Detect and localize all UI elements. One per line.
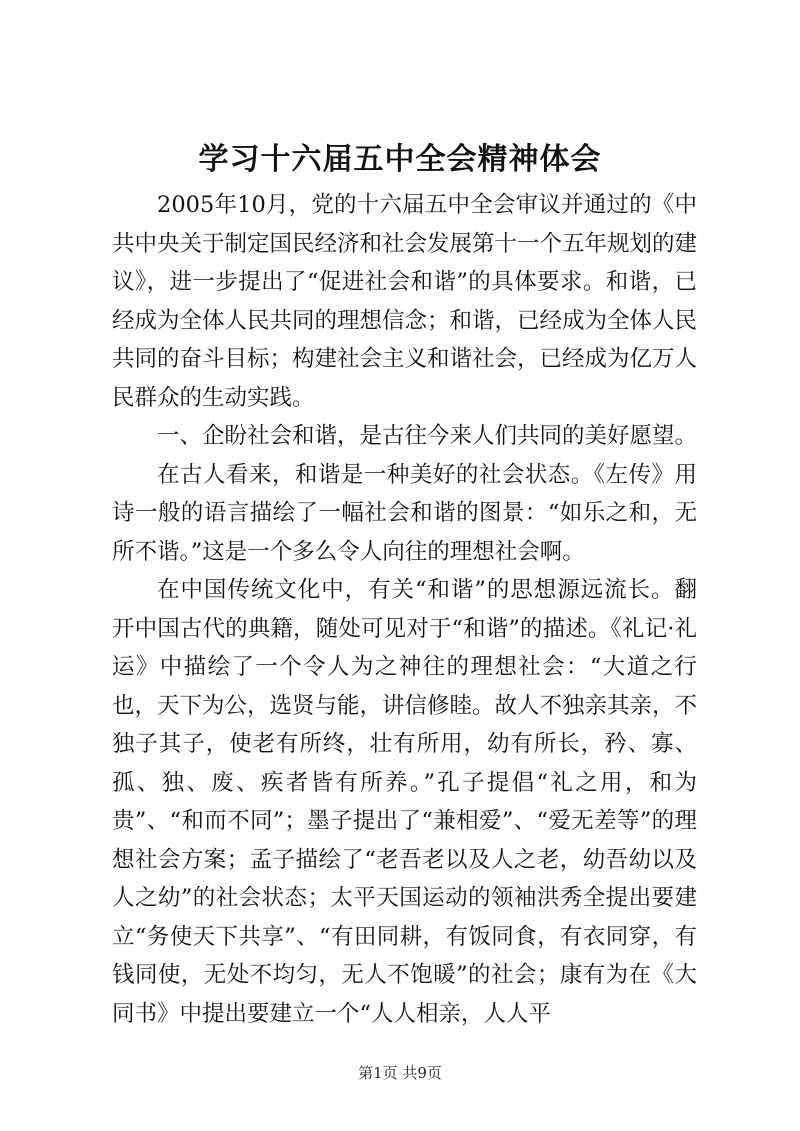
paragraph: 在古人看来，和谐是一种美好的社会状态。《左传》用诗一般的语言描绘了一幅社会和谐的图景：“如乐之和，无所不谐。”这是一个多么令人向往的理想社会啊。 <box>112 461 697 565</box>
document-title: 学习十六届五中全会精神体会 <box>198 142 602 177</box>
page-number-footer: 第1页 共9页 <box>358 1064 442 1082</box>
paragraph: 在中国传统文化中，有关“和谐”的思想源远流长。翻开中国古代的典籍，随处可见对于“和谐”的描述。《礼记·礼运》中描绘了一个令人为之神往的理想社会：“大道之行也，天下为公，选贤与能，讲信修睦。故人不独亲其亲，不独子其子，使老有所终，壮有所用，幼有所长，矜、寡、孤、独、废、疾者皆有所养。”孔子提倡“礼之用，和为贵”、“和而不同”；墨子提出了“兼相爱”、“爱无差等”的理想社会方案；孟子描绘了“老吾老以及人之老，幼吾幼以及人之幼”的社会状态；太平天国运动的领袖洪秀全提出要建立“务使天下共享”、“有田同耕，有饭同食，有衣同穿，有钱同使，无处不均匀，无人不饱暖”的社会；康有为在《大同书》中提出要建立一个“人人相亲，人人平 <box>112 577 698 1027</box>
document-body <box>112 186 697 1033</box>
section-heading: 一、企盼社会和谐，是古往今来人们共同的美好愿望。 <box>157 423 698 449</box>
paragraph: 2005年10月，党的十六届五中全会审议并通过的《中共中央关于制定国民经济和社会发展第十一个五年规划的建议》，进一步提出了“促进社会和谐”的具体要求。和谐，已经成为全体人民共同的理想信念；和谐，已经成为全体人民共同的奋斗目标；构建社会主义和谐社会，已经成为亿万人民群众的生动实践。 <box>112 192 698 411</box>
